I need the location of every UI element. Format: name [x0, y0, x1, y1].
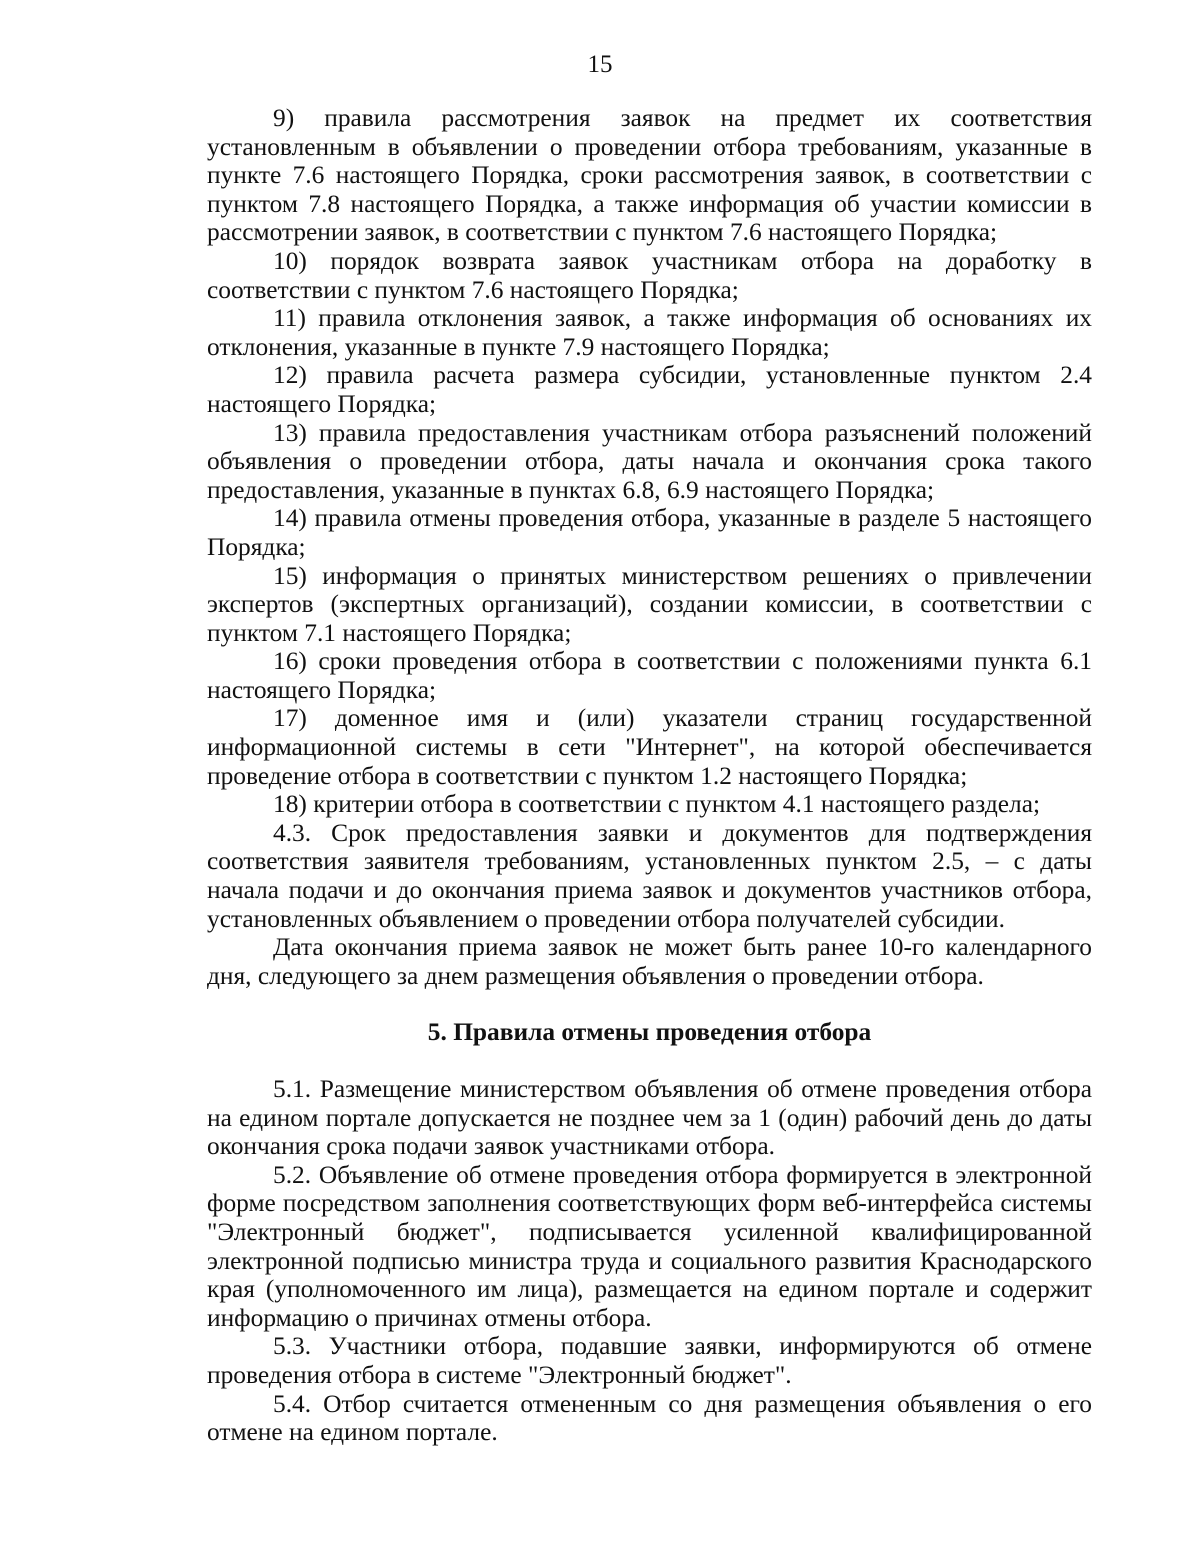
section-heading: 5. Правила отмены проведения отбора: [427, 1018, 872, 1047]
clause-5-3: 5.3. Участники отбора, подавшие заявки, информируются об отмене проведения отбора в системе "Электронный бюджет".: [207, 1332, 1092, 1389]
clause-5-2: 5.2. Объявление об отмене проведения отбора формируется в электронной форме посредством заполнения соответствующих форм веб-интерфейса системы "Электронный бюджет", подписывается усиленной квалифицированной электронной подписью министра труда и социального развития Краснодарского края (уполномоченного им лица), размещается на едином портале и содержит информацию о причинах отмены отбора.: [207, 1160, 1092, 1332]
deadline-paragraph: Дата окончания приема заявок не может быть ранее 10-го календарного дня, следующего за днем размещения объявления о проведении отбора.: [207, 933, 1092, 990]
list-item: 10) порядок возврата заявок участникам отбора на доработку в соответствии с пунктом 7.6 настоящего Порядка;: [207, 246, 1092, 304]
list-item: 9) правила рассмотрения заявок на предмет их соответствия установленным в объявлении о проведении отбора требованиям, указанные в пункте 7.6 настоящего Порядка, сроки рассмотрения заявок, в соответствии с пунктом 7.8 настоящего Порядка, а также информация об участии комиссии в рассмотрении заявок, в соответствии с пунктом 7.6 настоящего Порядка;: [207, 104, 1092, 247]
list-item: 11) правила отклонения заявок, а также информация об основаниях их отклонения, указанные в пункте 7.9 настоящего Порядка;: [207, 304, 1092, 361]
list-item: 18) критерии отбора в соответствии с пунктом 4.1 настоящего раздела;: [273, 790, 1041, 819]
list-item: 15) информация о принятых министерством решениях о привлечении экспертов (экспертных организаций), создании комиссии, в соответствии с пунктом 7.1 настоящего Порядка;: [207, 561, 1092, 647]
list-item: 17) доменное имя и (или) указатели страниц государственной информационной системы в сети "Интернет", на которой обеспечивается проведение отбора в соответствии с пунктом 1.2 настоящего Порядка;: [207, 704, 1092, 790]
list-item: 12) правила расчета размера субсидии, установленные пунктом 2.4 настоящего Порядка;: [207, 361, 1092, 418]
clause-5-1: 5.1. Размещение министерством объявления об отмене проведения отбора на едином портале допускается не позднее чем за 1 (один) рабочий день до даты окончания срока подачи заявок участниками отбора.: [207, 1075, 1092, 1161]
list-item: 14) правила отмены проведения отбора, указанные в разделе 5 настоящего Порядка;: [207, 504, 1092, 561]
page-number: 15: [587, 51, 613, 78]
list-item: 13) правила предоставления участникам отбора разъяснений положений объявления о проведении отбора, даты начала и окончания срока такого предоставления, указанные в пунктах 6.8, 6.9 настоящего Порядка;: [207, 418, 1092, 504]
document-body: [207, 104, 1092, 1447]
clause-5-4: 5.4. Отбор считается отмененным со дня размещения объявления о его отмене на едином портале.: [207, 1389, 1092, 1447]
clause-4-3: 4.3. Срок предоставления заявки и документов для подтверждения соответствия заявителя требованиям, установленных пунктом 2.5, – с даты начала подачи и до окончания приема заявок и документов участников отбора, установленных объявлением о проведении отбора получателей субсидии.: [207, 818, 1092, 933]
list-item: 16) сроки проведения отбора в соответствии с положениями пункта 6.1 настоящего Порядка;: [207, 647, 1092, 704]
